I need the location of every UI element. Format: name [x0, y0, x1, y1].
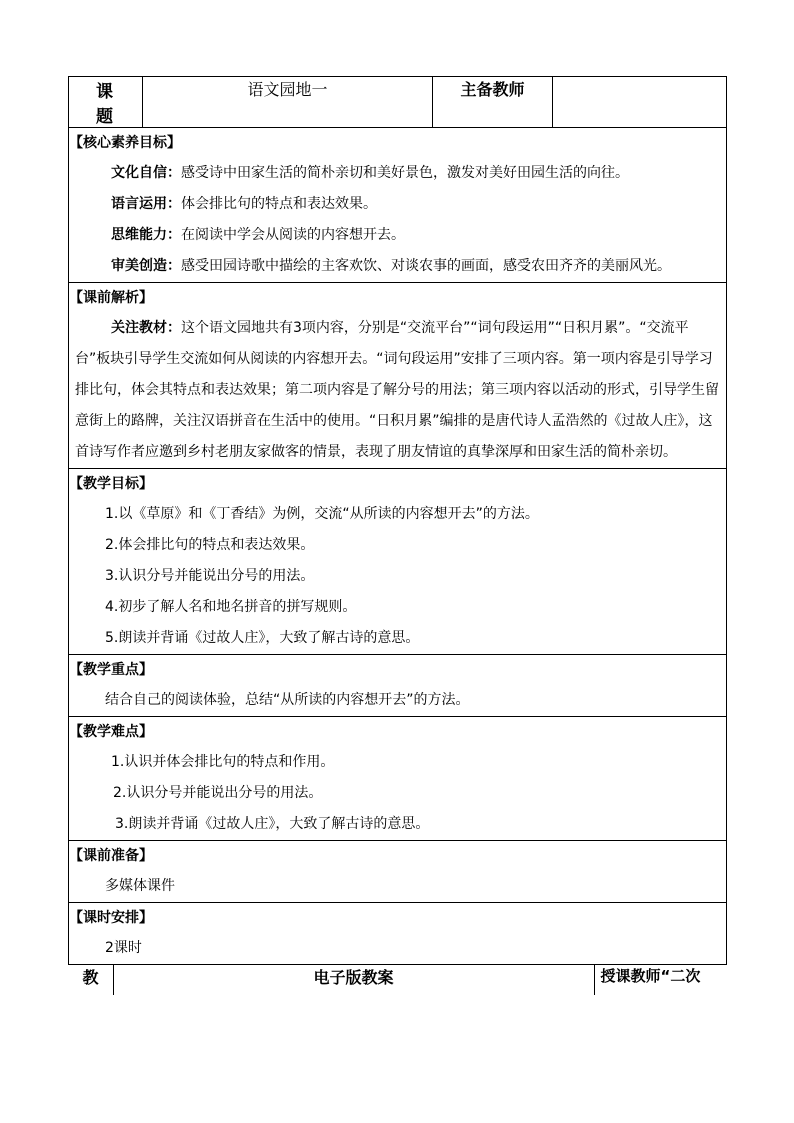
focus-section [69, 655, 727, 717]
footer-row [69, 965, 727, 995]
goal-item-2: 2.体会排比句的特点和表达效果。 [105, 537, 315, 553]
difficulty-heading: 【教学难点】 [69, 724, 153, 740]
teacher-label: 主备教师 [433, 77, 553, 128]
core-item-4: 审美创造：感受田园诗歌中描绘的主客欢饮、对谈农事的画面，感受农田齐齐的美丽风光。 [111, 258, 671, 274]
goals-section [69, 469, 727, 655]
prep-heading: 【课前准备】 [69, 848, 153, 864]
core-item-3: 思维能力：在阅读中学会从阅读的内容想开去。 [111, 227, 405, 243]
core-section [69, 128, 727, 283]
focus-text: 结合自己的阅读体验，总结“从所读的内容想开去”的方法。 [105, 692, 470, 708]
goal-item-4: 4.初步了解人名和地名拼音的拼写规则。 [105, 599, 357, 615]
difficulty-item-1: 1.认识并体会排比句的特点和作用。 [111, 754, 335, 770]
goal-item-3: 3.认识分号并能说出分号的用法。 [105, 568, 315, 584]
goal-item-5: 5.朗读并背诵《过故人庄》，大致了解古诗的意思。 [105, 630, 420, 646]
core-item-2: 语言运用：体会排比句的特点和表达效果。 [111, 196, 377, 212]
difficulty-section [69, 717, 727, 841]
analysis-paragraph: 关注教材：这个语文园地共有3项内容，分别是“交流平台”“词句段运用”“日积月累”。“交流平台”板块引导学生交流如何从阅读的内容想开去。“词句段运用”安排了三项内容。第一项内容是引导学习排比句，体会其特点和表达效果；第二项内容是了解分号的用法；第三项内容以活动的形式，引导学生留意街上的路牌，关注汉语拼音在生活中的使用。“日积月累”编排的是唐代诗人孟浩然的《过故人庄》，这首诗写作者应邀到乡村老朋友家做客的情景，表现了朋友情谊的真挚深厚和田家生活的简朴亲切。 [75, 320, 719, 460]
footer-col-3: 授课教师“二次 [600, 967, 701, 985]
lesson-plan-table [68, 76, 727, 995]
footer-col-2: 电子版教案 [113, 965, 594, 995]
difficulty-item-2: 2.认识分号并能说出分号的用法。 [113, 785, 323, 801]
topic-label: 课 题 [69, 77, 143, 128]
prep-text: 多媒体课件 [105, 878, 175, 894]
header-row [69, 77, 727, 128]
topic-value: 语文园地一 [143, 77, 433, 128]
analysis-section [69, 283, 727, 469]
goal-item-1: 1.以《草原》和《丁香结》为例，交流“从所读的内容想开去”的方法。 [105, 506, 539, 522]
core-item-1: 文化自信：感受诗中田家生活的简朴亲切和美好景色，激发对美好田园生活的向往。 [111, 165, 629, 181]
difficulty-item-3: 3.朗读并背诵《过故人庄》，大致了解古诗的意思。 [115, 816, 430, 832]
teacher-value [553, 77, 727, 128]
schedule-text: 2课时 [105, 940, 142, 956]
goals-heading: 【教学目标】 [69, 476, 153, 492]
analysis-heading: 【课前解析】 [69, 290, 153, 306]
schedule-section [69, 903, 727, 965]
prep-section [69, 841, 727, 903]
footer-row-wrapper [69, 965, 727, 996]
core-heading: 【核心素养目标】 [69, 135, 181, 151]
footer-col-1: 教 [69, 965, 114, 995]
focus-heading: 【教学重点】 [69, 662, 153, 678]
schedule-heading: 【课时安排】 [69, 910, 153, 926]
